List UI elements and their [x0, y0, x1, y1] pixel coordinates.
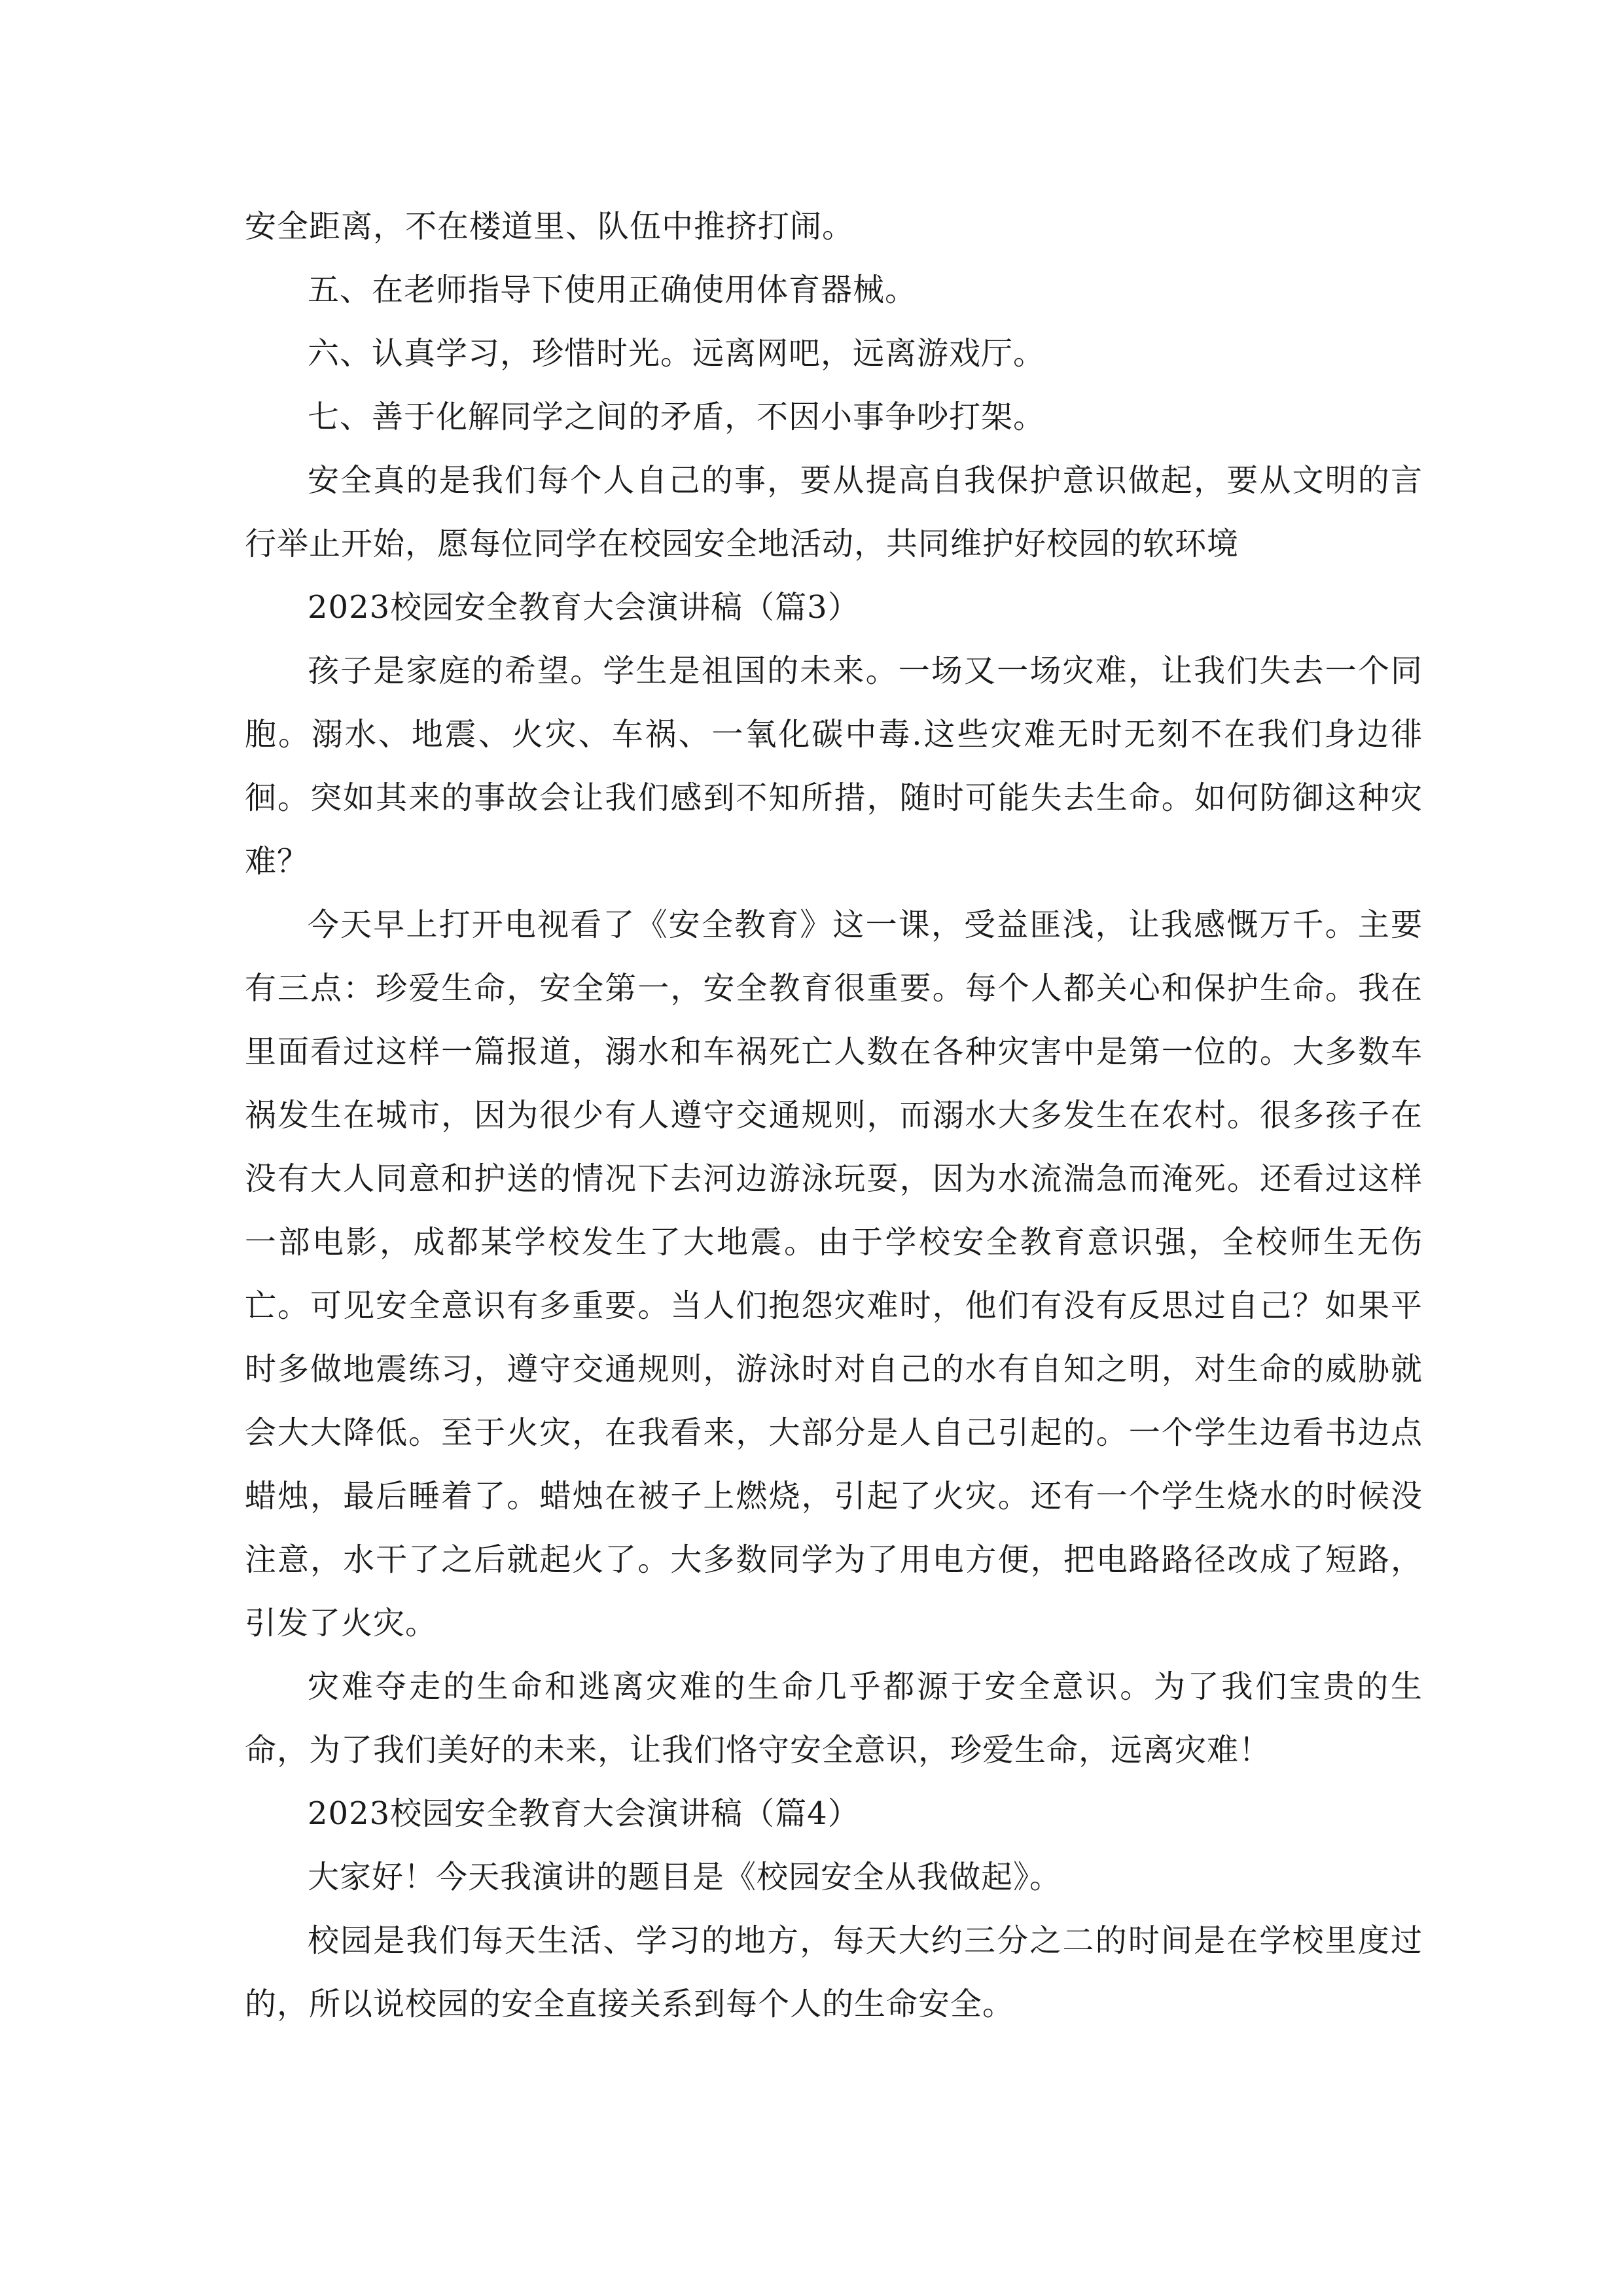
paragraph-rule-5: 五、在老师指导下使用正确使用体育器械。	[308, 272, 918, 308]
paragraph-part3-body: 今天早上打开电视看了《安全教育》这一课，受益匪浅，让我感慨万千。主要有三点：珍爱生命，安全第一，安全教育很重要。每个人都关心和保护生命。我在里面看过这样一篇报道，溺水和车祸死亡人数在各种灾害中是第一位的。大多数车祸发生在城市，因为很少有人遵守交通规则，而溺水大多发生在农村。很多孩子在没有大人同意和护送的情况下去河边游泳玩耍，因为水流湍急而淹死。还看过这样一部电影，成都某学校发生了大地震。由于学校安全教育意识强，全校师生无伤亡。可见安全意识有多重要。当人们抱怨灾难时，他们有没有反思过自己？如果平时多做地震练习，遵守交通规则，游泳时对自己的水有自知之明，对生命的威胁就会大大降低。至于火灾，在我看来，大部分是人自己引起的。一个学生边看书边点蜡烛，最后睡着了。蜡烛在被子上燃烧，引起了火灾。还有一个学生烧水的时候没注意，水干了之后就起火了。大多数同学为了用电方便，把电路路径改成了短路，引发了火灾。	[245, 906, 1423, 1641]
paragraph-continuation: 安全距离，不在楼道里、队伍中推挤打闹。	[245, 208, 855, 245]
paragraph-conclusion: 安全真的是我们每个人自己的事，要从提高自我保护意识做起，要从文明的言行举止开始，愿每位同学在校园安全地活动，共同维护好校园的软环境	[245, 462, 1423, 562]
paragraph-part4-greeting: 大家好！今天我演讲的题目是《校园安全从我做起》。	[308, 1859, 1062, 1895]
paragraph-rule-7: 七、善于化解同学之间的矛盾，不因小事争吵打架。	[308, 399, 1046, 435]
document-body	[245, 195, 1423, 2036]
paragraph-part3-closing: 灾难夺走的生命和逃离灾难的生命几乎都源于安全意识。为了我们宝贵的生命，为了我们美好的未来，让我们恪守安全意识，珍爱生命，远离灾难！	[245, 1668, 1423, 1768]
section-heading-part-4: 2023校园安全教育大会演讲稿（篇4）	[308, 1795, 860, 1832]
paragraph-rule-6: 六、认真学习，珍惜时光。远离网吧，远离游戏厅。	[308, 335, 1046, 372]
section-heading-part-3: 2023校园安全教育大会演讲稿（篇3）	[308, 589, 860, 626]
paragraph-part4-body: 校园是我们每天生活、学习的地方，每天大约三分之二的时间是在学校里度过的，所以说校园的安全直接关系到每个人的生命安全。	[245, 1922, 1423, 2022]
paragraph-part3-intro: 孩子是家庭的希望。学生是祖国的未来。一场又一场灾难，让我们失去一个同胞。溺水、地震、火灾、车祸、一氧化碳中毒.这些灾难无时无刻不在我们身边徘徊。突如其来的事故会让我们感到不知所措，随时可能失去生命。如何防御这种灾难？	[245, 653, 1423, 880]
